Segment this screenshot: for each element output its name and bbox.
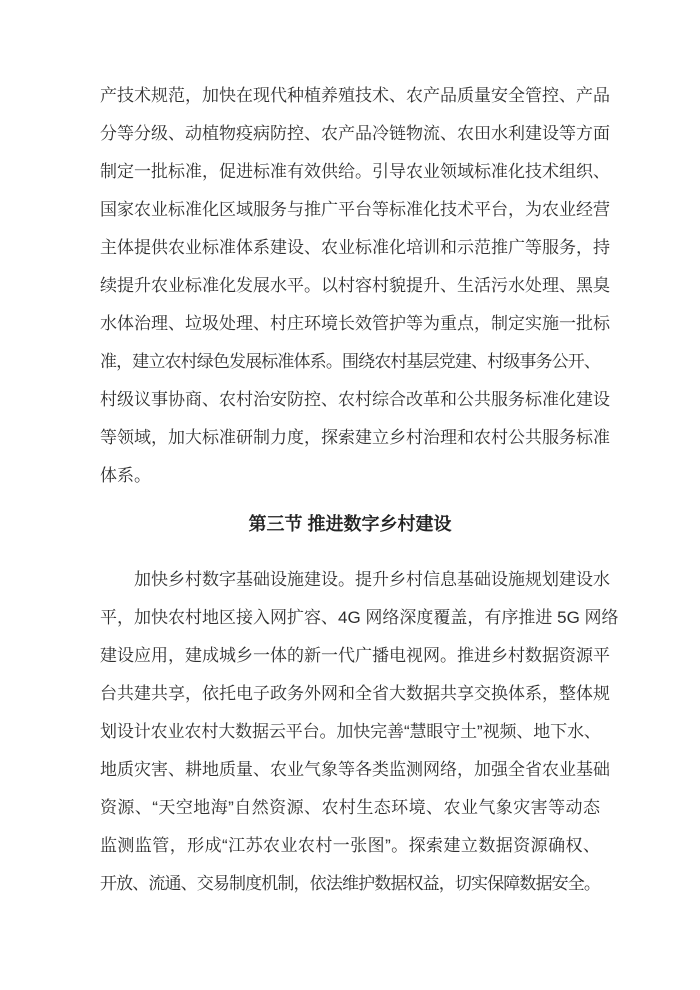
paragraph-digital-village (100, 561, 619, 903)
paragraph-line: 主体提供农业标准体系建设、农业标准化培训和示范推广等服务，持 (100, 238, 610, 257)
paragraph-line: 平，加快农村地区接入网扩容、4G 网络深度覆盖，有序推进 5G 网络 (100, 608, 619, 627)
paragraph-line: 国家农业标准化区域服务与推广平台等标准化技术平台，为农业经营 (100, 200, 610, 219)
paragraph-line: 分等分级、动植物疫病防控、农产品冷链物流、农田水利建设等方面 (100, 124, 610, 143)
paragraph-line: 体系。 (100, 466, 151, 485)
paragraph-line: 制定一批标准，促进标准有效供给。引导农业领域标准化技术组织、 (100, 162, 610, 181)
paragraph-line: 地质灾害、耕地质量、农业气象等各类监测网络，加强全省农业基础 (100, 760, 610, 779)
paragraph-line: 监测监管，形成“江苏农业农村一张图”。探索建立数据资源确权、 (100, 836, 600, 855)
paragraph-line: 加快乡村数字基础设施建设。提升乡村信息基础设施规划建设水 (134, 570, 610, 589)
paragraph-line: 准，建立农村绿色发展标准体系。围绕农村基层党建、村级事务公开、 (100, 352, 600, 371)
paragraph-line: 划设计农业农村大数据云平台。加快完善“慧眼守土”视频、地下水、 (100, 722, 600, 741)
paragraph-line: 建设应用，建成城乡一体的新一代广播电视网。推进乡村数据资源平 (100, 646, 610, 665)
paragraph-line: 等领域，加大标准研制力度，探索建立乡村治理和农村公共服务标准 (100, 428, 610, 447)
paragraph-line: 开放、流通、交易制度机制，依法维护数据权益，切实保障数据安全。 (100, 874, 600, 893)
paragraph-line: 产技术规范，加快在现代种植养殖技术、农产品质量安全管控、产品 (100, 86, 610, 105)
paragraph-line: 资源、“天空地海”自然资源、农村生态环境、农业气象灾害等动态 (100, 798, 600, 817)
section-heading: 第三节 推进数字乡村建设 (248, 514, 452, 534)
paragraph-standards (100, 77, 610, 495)
paragraph-line: 台共建共享，依托电子政务外网和全省大数据共享交换体系，整体规 (100, 684, 610, 703)
paragraph-line: 村级议事协商、农村治安防控、农村综合改革和公共服务标准化建设 (100, 390, 610, 409)
paragraph-line: 续提升农业标准化发展水平。以村容村貌提升、生活污水处理、黑臭 (100, 276, 610, 295)
paragraph-line: 水体治理、垃圾处理、村庄环境长效管护等为重点，制定实施一批标 (100, 314, 610, 333)
